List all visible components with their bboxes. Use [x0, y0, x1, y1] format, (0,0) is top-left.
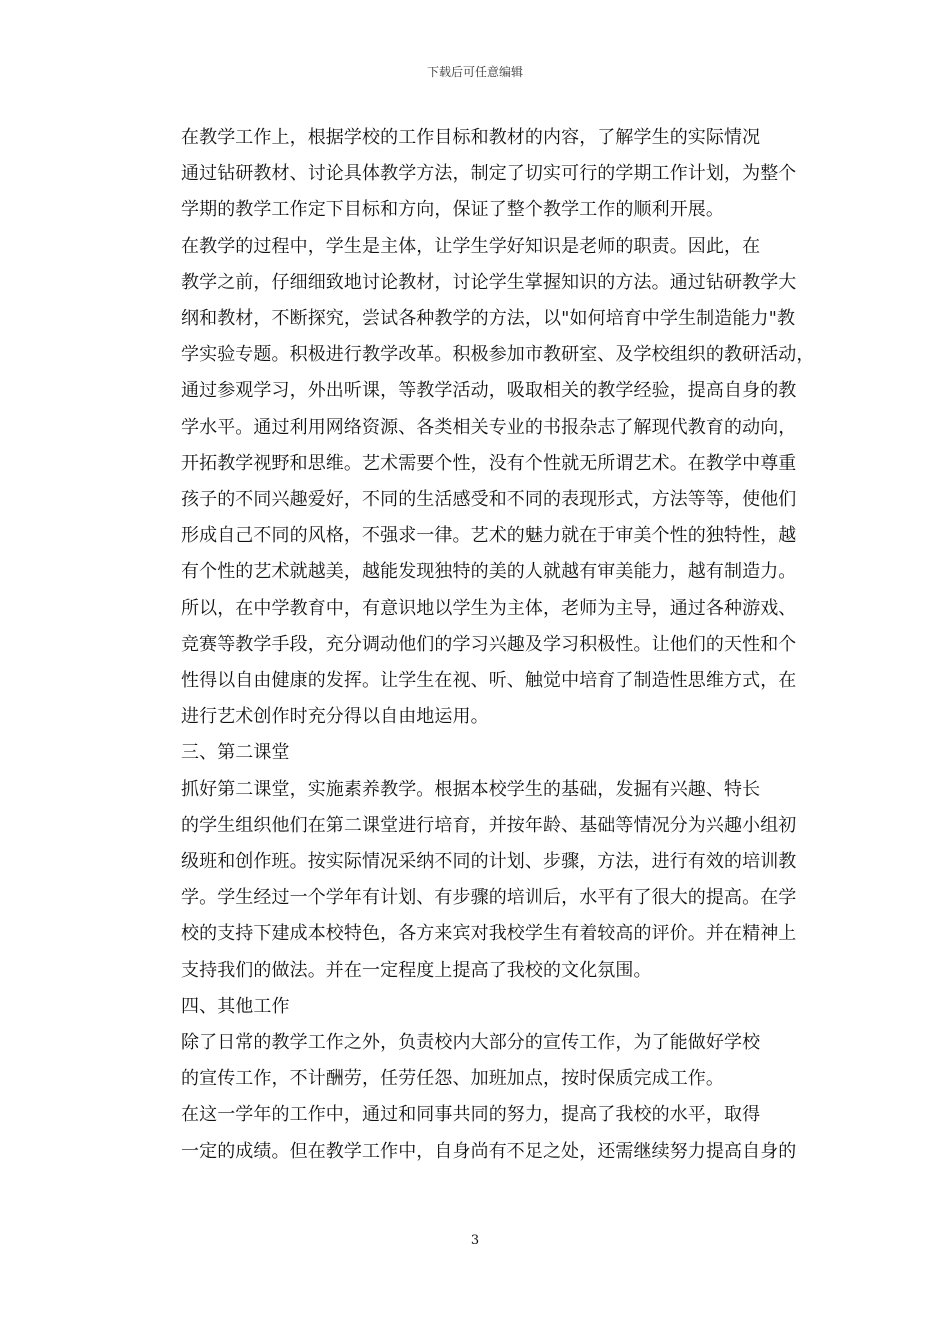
text-line: 一定的成绩。但在教学工作中，自身尚有不足之处，还需继续努力提高自身的: [181, 1140, 797, 1162]
paragraph-5: [145, 1097, 809, 1169]
text-line: 纲和教材，不断探究，尝试各种教学的方法，以"如何培育中学生制造能力"教: [181, 308, 796, 330]
text-line: 通过参观学习，外出听课，等教学活动，吸取相关的教学经验，提高自身的教: [181, 380, 797, 402]
text-line: 校的支持下建成本校特色，各方来宾对我校学生有着较高的评价。并在精神上: [181, 923, 797, 945]
text-line: 在教学工作上，根据学校的工作目标和教材的内容，了解学生的实际情况: [181, 127, 761, 148]
text-line: 四、其他工作: [181, 995, 290, 1017]
paragraph-1: [145, 120, 809, 229]
text-line: 形成自己不同的风格，不强求一律。艺术的魅力就在于审美个性的独特性，越: [181, 525, 797, 547]
text-line: 的宣传工作，不计酬劳，任劳任怨、加班加点，按时保质完成工作。: [181, 1068, 724, 1090]
text-line: 有个性的艺术就越美，越能发现独特的美的人就越有审美能力，越有制造力。: [181, 561, 797, 583]
text-line: 学实验专题。积极进行教学改革。积极参加市教研室、及学校组织的教研活动，: [181, 344, 815, 366]
text-line: 学水平。通过利用网络资源、各类相关专业的书报杂志了解现代教育的动向，: [181, 416, 797, 438]
text-line: 在教学的过程中，学生是主体，让学生学好知识是老师的职责。因此，在: [181, 235, 761, 257]
text-line: 的学生组织他们在第二课堂进行培育，并按年龄、基础等情况分为兴趣小组初: [181, 814, 797, 836]
text-line: 学。学生经过一个学年有计划、有步骤的培训后，水平有了很大的提高。在学: [181, 887, 797, 909]
text-line: 三、第二课堂: [181, 742, 290, 764]
section-heading-other-work: [145, 989, 809, 1025]
text-line: 抓好第二课堂，实施素养教学。根据本校学生的基础，发掘有兴趣、特长: [181, 778, 761, 800]
text-line: 开拓教学视野和思维。艺术需要个性，没有个性就无所谓艺术。在教学中尊重: [181, 452, 797, 474]
text-line: 支持我们的做法。并在一定程度上提高了我校的文化氛围。: [181, 959, 652, 981]
text-line: 级班和创作班。按实际情况采纳不同的计划、步骤，方法，进行有效的培训教: [181, 851, 797, 873]
text-line: 学期的教学工作定下目标和方向，保证了整个教学工作的顺利开展。: [181, 199, 724, 221]
text-line: 进行艺术创作时充分得以自由地运用。: [181, 706, 489, 728]
document-body: [145, 120, 815, 1170]
paragraph-4: [145, 1025, 809, 1097]
text-line: 教学之前，仔细细致地讨论教材，讨论学生掌握知识的方法。通过钻研教学大: [181, 271, 797, 293]
text-line: 在这一学年的工作中，通过和同事共同的努力，提高了我校的水平，取得: [181, 1104, 761, 1126]
page-header: 下载后可任意编辑: [426, 65, 523, 79]
page-number: 3: [470, 1233, 480, 1248]
text-line: 孩子的不同兴趣爱好，不同的生活感受和不同的表现形式，方法等等，使他们: [181, 489, 797, 511]
text-line: 性得以自由健康的发挥。让学生在视、听、触觉中培育了制造性思维方式，在: [181, 670, 797, 692]
text-line: 竞赛等教学手段，充分调动他们的学习兴趣及学习积极性。让他们的天性和个: [181, 633, 797, 655]
paragraph-2: [145, 229, 815, 736]
section-heading-second-classroom: [145, 735, 809, 771]
text-line: 通过钻研教材、讨论具体教学方法，制定了切实可行的学期工作计划，为整个: [181, 163, 797, 185]
text-line: 除了日常的教学工作之外，负责校内大部分的宣传工作，为了能做好学校: [181, 1032, 761, 1054]
paragraph-3: [145, 772, 809, 989]
text-line: 所以，在中学教育中，有意识地以学生为主体，老师为主导，通过各种游戏、: [181, 597, 797, 619]
